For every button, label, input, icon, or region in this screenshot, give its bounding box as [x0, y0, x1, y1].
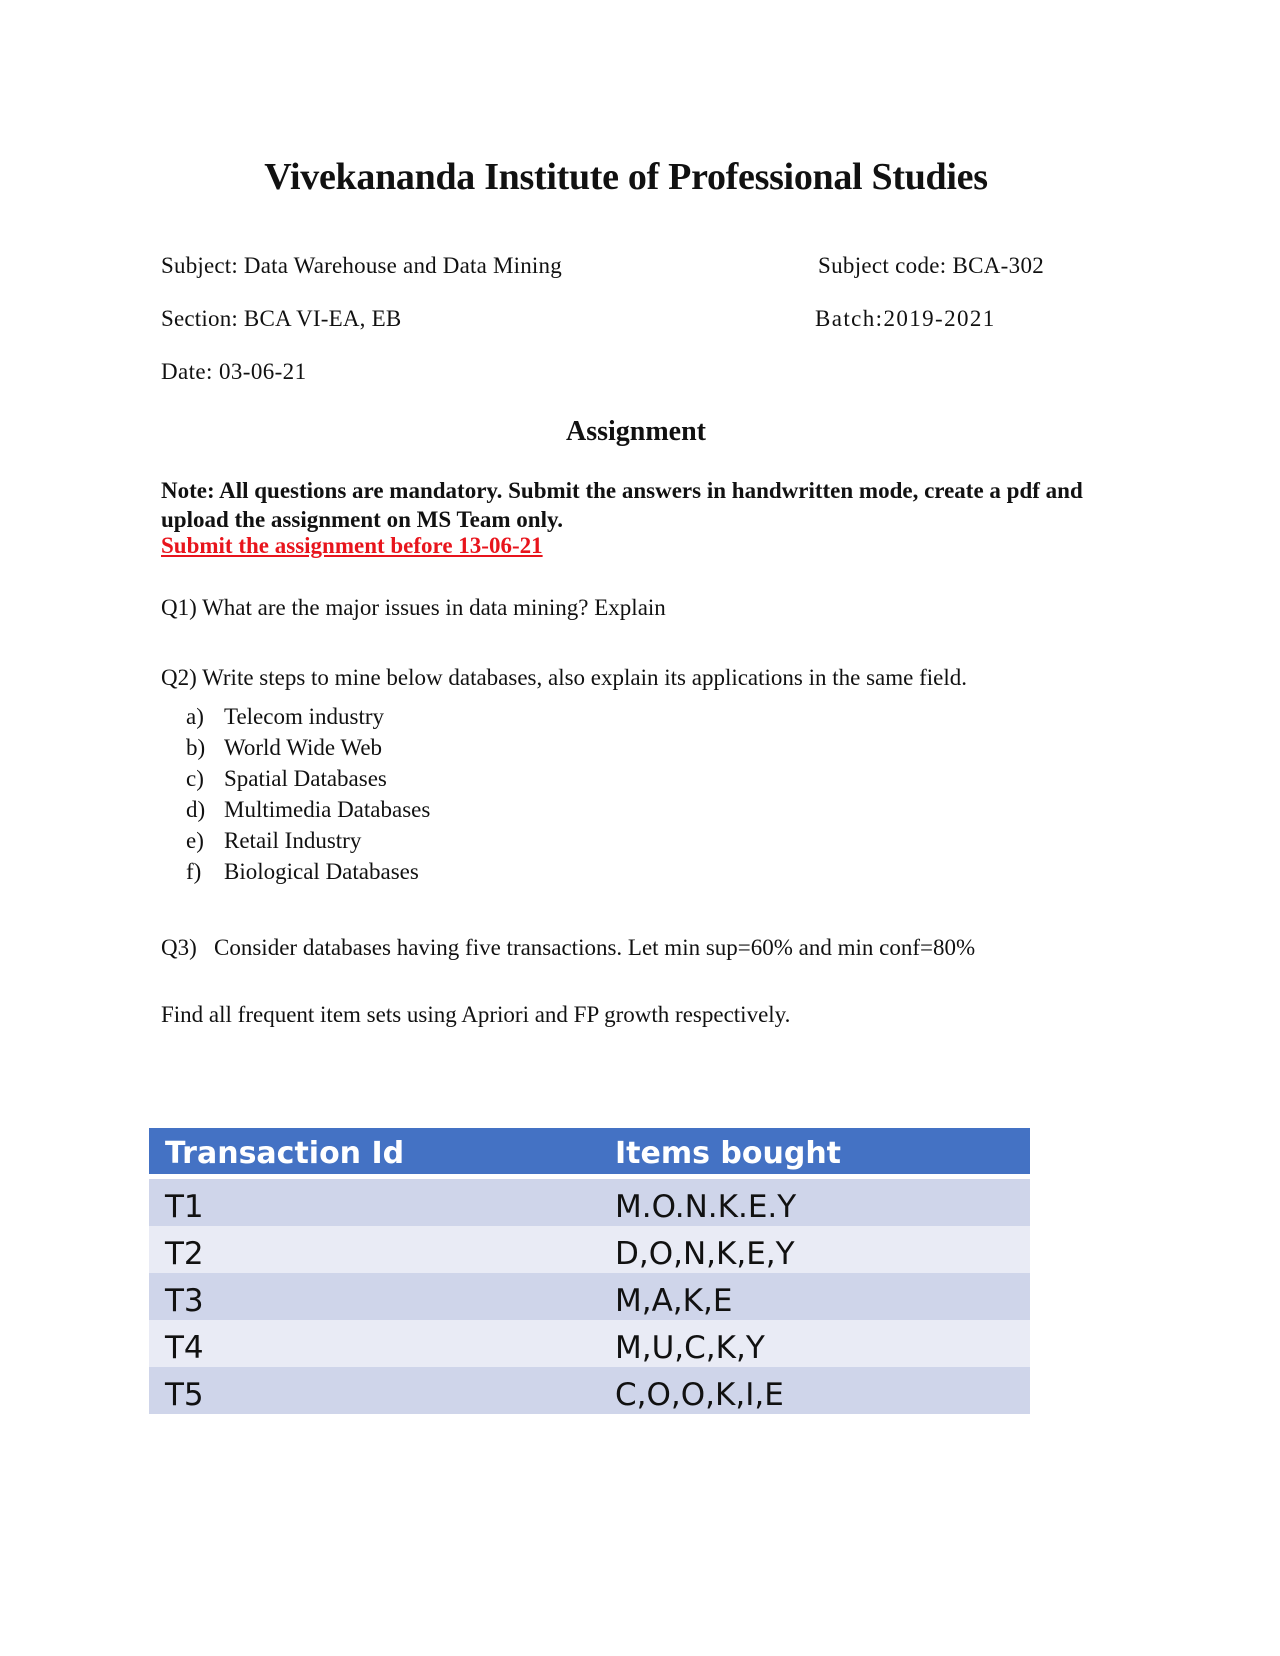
cell-transaction-id: T3: [165, 1283, 204, 1319]
institute-title: Vivekananda Institute of Professional Studies: [264, 156, 988, 198]
option-item: [186, 794, 430, 825]
question-2: Q2) Write steps to mine below databases, also explain its applications in the same field.: [161, 665, 968, 690]
question-3: Q3) Consider databases having five transactions. Let min sup=60% and min conf=80%: [161, 935, 976, 960]
table-row: [149, 1367, 1030, 1414]
table-row: [149, 1273, 1030, 1320]
cell-items: C,O,O,K,I,E: [615, 1377, 784, 1413]
deadline-notice: Submit the assignment before 13-06-21: [161, 533, 543, 558]
option-item: [186, 825, 430, 856]
option-item: [186, 732, 430, 763]
option-item: [186, 763, 430, 794]
header-items-bought: Items bought: [615, 1136, 842, 1171]
question-3-instruction: Find all frequent item sets using Apriori and FP growth respectively.: [161, 1002, 791, 1027]
option-letter: f): [186, 858, 202, 884]
table-row: [149, 1226, 1030, 1273]
option-text: Retail Industry: [224, 827, 362, 853]
option-text: Telecom industry: [224, 703, 384, 729]
subject-code-line: Subject code: BCA-302: [818, 253, 1045, 278]
question-1: Q1) What are the major issues in data mining? Explain: [161, 595, 666, 620]
table-row: [149, 1179, 1030, 1226]
cell-items: D,O,N,K,E,Y: [615, 1236, 795, 1272]
cell-transaction-id: T2: [165, 1236, 204, 1272]
assignment-heading: Assignment: [565, 416, 706, 447]
cell-transaction-id: T1: [165, 1189, 204, 1225]
section-line: Section: BCA VI-EA, EB: [161, 306, 402, 331]
question-2-options: [186, 701, 430, 887]
option-item: [186, 701, 430, 732]
cell-items: M.O.N.K.E.Y: [615, 1189, 797, 1225]
note-text: Note: All questions are mandatory. Submit the answers in handwritten mode, create a pdf and upload the assignment on MS Team only.: [161, 478, 1083, 532]
table-row: [149, 1320, 1030, 1367]
option-letter: c): [186, 765, 204, 791]
option-letter: a): [186, 703, 204, 729]
table-header: [149, 1128, 1030, 1179]
header-transaction-id: Transaction Id: [165, 1136, 405, 1171]
cell-items: M,A,K,E: [615, 1283, 733, 1319]
option-letter: b): [186, 734, 206, 760]
option-item: [186, 856, 430, 887]
option-text: World Wide Web: [224, 734, 383, 760]
transactions-table: [149, 1128, 1030, 1414]
subject-line: Subject: Data Warehouse and Data Mining: [161, 253, 562, 278]
option-letter: e): [186, 827, 204, 853]
cell-transaction-id: T4: [165, 1330, 204, 1366]
option-text: Multimedia Databases: [224, 796, 431, 822]
option-text: Spatial Databases: [224, 765, 387, 791]
batch-line: Batch:2019-2021: [815, 306, 996, 331]
option-letter: d): [186, 796, 206, 822]
option-text: Biological Databases: [224, 858, 419, 884]
cell-items: M,U,C,K,Y: [615, 1330, 765, 1366]
date-line: Date: 03-06-21: [161, 359, 307, 384]
cell-transaction-id: T5: [165, 1377, 204, 1413]
